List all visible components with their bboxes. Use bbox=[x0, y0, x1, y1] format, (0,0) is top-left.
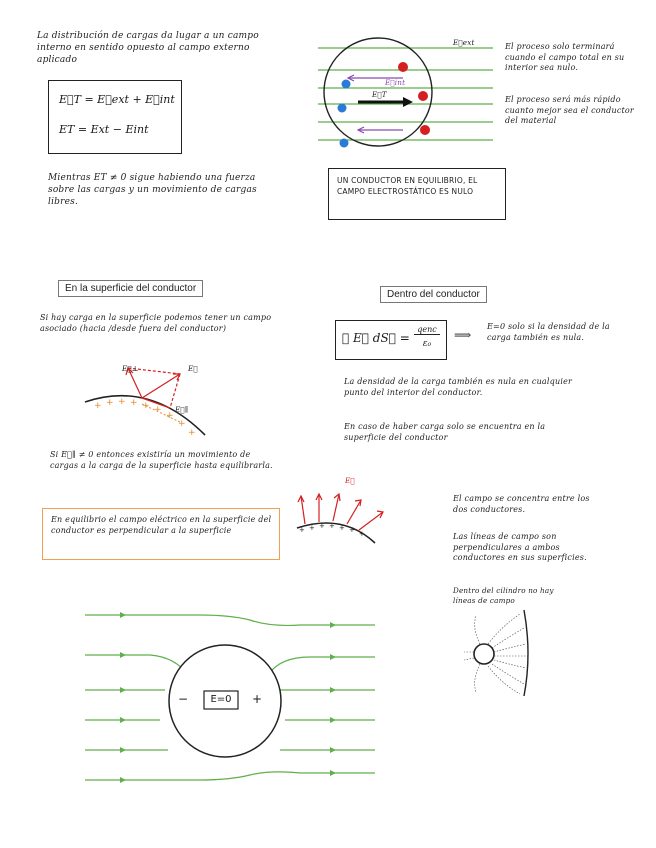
surface-text-2: Si E⃗∥ ≠ 0 entonces existiría un movimiento de cargas a la carga de la superficie hasta equilibrarla. bbox=[50, 450, 273, 470]
inside-text-2: En caso de haber carga solo se encuentra en la superficie del conductor bbox=[344, 422, 546, 442]
svg-text:+: + bbox=[154, 405, 162, 415]
svg-text:+: + bbox=[319, 522, 325, 530]
surface-field-diagram bbox=[80, 360, 220, 450]
inside-section-title: Dentro del conductor bbox=[380, 286, 487, 303]
svg-text:+: + bbox=[94, 401, 102, 411]
external-field-lines bbox=[318, 48, 493, 140]
svg-text:+: + bbox=[329, 522, 335, 530]
surface-conclusion-text: En equilibrio el campo eléctrico en la superficie del conductor es perpendicular a la superficie bbox=[51, 515, 272, 535]
equilibrium-box bbox=[328, 168, 506, 220]
surface-conclusion-box bbox=[42, 508, 280, 560]
field-equation-box bbox=[48, 80, 182, 154]
cylinder-field-sketch bbox=[462, 608, 552, 698]
svg-text:+: + bbox=[309, 524, 315, 532]
svg-text:+: + bbox=[359, 530, 365, 538]
svg-text:+: + bbox=[349, 526, 355, 534]
equation-total-magnitude: ET = Ext − Eint bbox=[59, 123, 149, 136]
gauss-formula-text bbox=[336, 321, 337, 322]
surface-text-1: Si hay carga en la superficie podemos tener un campo asociado (hacia /desde fuera del conductor) bbox=[40, 313, 272, 333]
svg-text:+: + bbox=[130, 398, 138, 408]
eext-label: E⃗ext bbox=[453, 38, 475, 47]
bottom-note-2: Las líneas de campo son perpendiculares a ambos conductores en sus superficies. bbox=[453, 532, 587, 562]
charges bbox=[338, 62, 431, 148]
gauss-numerator: qenc bbox=[414, 325, 440, 335]
perpendicular-field-diagram bbox=[293, 488, 403, 548]
svg-text:+: + bbox=[339, 524, 345, 532]
svg-text:+: + bbox=[166, 411, 174, 421]
intro-text: La distribución de cargas da lugar a un campo interno en sentido opuesto al campo externo aplicado bbox=[37, 31, 259, 65]
et-label: E⃗T bbox=[372, 90, 387, 99]
conductor-field-diagram bbox=[318, 30, 498, 170]
bottom-conductor-diagram bbox=[80, 605, 380, 805]
bottom-note-1: El campo se concentra entre los dos conductores. bbox=[453, 494, 590, 514]
svg-text:+: + bbox=[142, 401, 150, 411]
e-zero-label: E=0 bbox=[210, 694, 232, 705]
svg-text:+: + bbox=[118, 397, 126, 407]
equation-total-vector: E⃗T = E⃗ext + E⃗int bbox=[59, 93, 175, 106]
equilibrium-text: UN CONDUCTOR EN EQUILIBRIO, EL CAMPO ELECTROSTÁTICO ES NULO bbox=[337, 176, 478, 196]
process-note-1: El proceso solo terminará cuando el campo total en su interior sea nulo. bbox=[505, 42, 625, 72]
eperp-label: E⃗⊥ bbox=[122, 364, 139, 373]
svg-text:+: + bbox=[188, 428, 196, 438]
surface-section-title: En la superficie del conductor bbox=[58, 280, 203, 297]
svg-text:+: + bbox=[299, 526, 305, 534]
epar-label: E⃗∥ bbox=[175, 405, 189, 414]
svg-text:+: + bbox=[178, 419, 186, 429]
inside-result: E=0 solo si la densidad de la carga también es nula. bbox=[487, 322, 610, 342]
process-note-2: El proceso será más rápido cuanto mejor sea el conductor del material bbox=[505, 95, 634, 125]
gauss-box bbox=[335, 320, 447, 360]
surface-charges bbox=[94, 397, 196, 438]
eint-label: E⃗int bbox=[385, 78, 406, 87]
gauss-denominator: ε₀ bbox=[422, 339, 432, 349]
bottom-note-3: Dentro del cilindro no hay líneas de campo bbox=[453, 586, 554, 605]
inside-text-1: La densidad de la carga también es nula en cualquier punto del interior del conductor. bbox=[344, 377, 573, 397]
gauss-integral: ∮ E⃗ dS⃗ = bbox=[342, 331, 410, 345]
while-text: Mientras ET ≠ 0 sigue habiendo una fuerza sobre las cargas y un movimiento de cargas libres. bbox=[48, 173, 257, 207]
svg-text:+: + bbox=[106, 398, 114, 408]
minus-sign: − bbox=[178, 692, 189, 706]
plus-sign: + bbox=[252, 692, 263, 706]
perp-field-label: E⃗ bbox=[345, 476, 355, 485]
e-label: E⃗ bbox=[188, 364, 198, 373]
implies-arrow: ⟹ bbox=[454, 328, 472, 342]
